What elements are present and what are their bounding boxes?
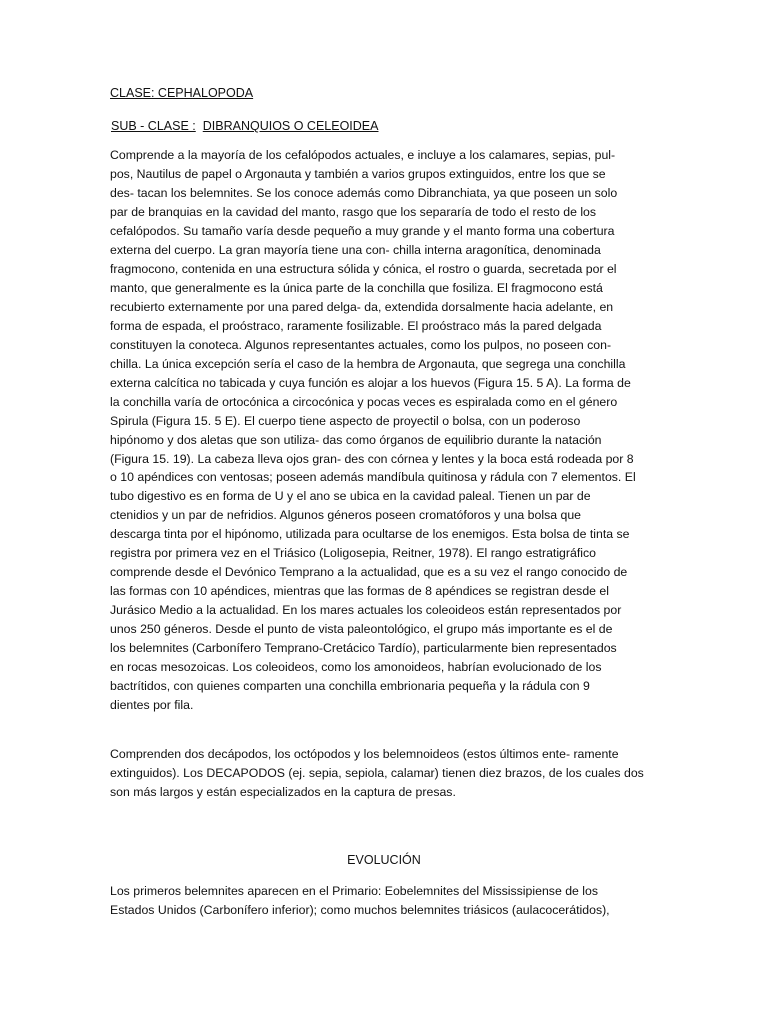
text-line: registra por primera vez en el Triásico (Loligosepia, Reitner, 1978). El rango estratigráfico [110,546,596,561]
text-line: tubo digestivo es en forma de U y el ano se ubica en la cavidad paleal. Tienen un par de [110,489,591,504]
text-line: dientes por fila. [110,698,194,713]
text-line: descarga tinta por el hipónomo, utilizada para ocultarse de los enemigos. Esta bolsa de tinta se [110,527,630,542]
paragraph-evolution [110,882,610,920]
text-line: fragmocono, contenida en una estructura sólida y cónica, el rostro o guarda, secretada por el [110,261,617,276]
text-line: recubierto externamente por una pared delga- da, extendida dorsalmente hacia adelante, en [110,299,614,314]
text-line: Spirula (Figura 15. 5 E). El cuerpo tiene aspecto de proyectil o bolsa, con un poderoso [110,413,581,428]
text-line: par de branquias en la cavidad del manto, rasgo que los separaría de todo el resto de los [110,204,597,219]
text-line: constituyen la conoteca. Algunos representantes actuales, como los pulpos, no poseen con- [110,337,612,352]
text-line: bactrítidos, con quienes comparten una conchilla embrionaria pequeña y la rádula con 9 [110,679,590,694]
text-line: ctenidios y un par de nefridios. Algunos géneros poseen cromatóforos y una bolsa que [110,508,581,523]
subclass-value: DIBRANQUIOS O CELEOIDEA [202,119,379,133]
text-line: externa calcítica no tabicada y cuya función es alojar a los huevos (Figura 15. 5 A). La forma de [110,375,631,390]
text-line: cefalópodos. Su tamaño varía desde pequeño a muy grande y el manto forma una cobertura [110,223,615,238]
text-line: externa del cuerpo. La gran mayoría tiene una con- chilla interna aragonítica, denominada [110,242,601,257]
text-line: manto, que generalmente es la única parte de la conchilla que fosiliza. El fragmocono está [110,280,603,295]
text-line: extinguidos). Los DECAPODOS (ej. sepia, sepiola, calamar) tienen diez brazos, de los cuales dos [110,765,644,780]
text-line: en rocas mesozoicas. Los coleoideos, como los amonoideos, habrían evolucionado de los [110,660,602,675]
text-line: hipónomo y dos aletas que son utiliza- das como órganos de equilibrio durante la natación [110,432,602,447]
text-line: la conchilla varía de ortocónica a circocónica y pocas veces es espiralada como en el género [110,394,618,409]
text-line: comprende desde el Devónico Temprano a la actualidad, que es a su vez el rango conocido de [110,565,628,580]
text-line: pos, Nautilus de papel o Argonauta y también a varios grupos extinguidos, entre los que se [110,166,606,181]
text-line: Comprenden dos decápodos, los octópodos y los belemnoideos (estos últimos ente- ramente [110,747,619,761]
text-line: Jurásico Medio a la actualidad. En los mares actuales los coleoideos están representados por [110,603,622,618]
text-line: las formas con 10 apéndices, mientras que las formas de 8 apéndices se registran desde el [110,584,609,599]
text-line: unos 250 géneros. Desde el punto de vista paleontológico, el grupo más importante es el de [110,622,613,637]
text-line: chilla. La única excepción sería el caso de la hembra de Argonauta, que segrega una conchilla [110,356,626,371]
text-line: son más largos y están especializados en la captura de presas. [110,784,456,799]
subclass-heading [111,117,378,136]
text-line: Estados Unidos (Carbonífero inferior); como muchos belemnites triásicos (aulacocerátidos), [110,902,610,917]
paragraph-groups [110,745,644,802]
text-line: (Figura 15. 19). La cabeza lleva ojos gran- des con córnea y lentes y la boca está rodeada por 8 [110,451,634,466]
text-line: o 10 apéndices con ventosas; poseen además mandíbula quitinosa y rádula con 7 elementos. El [110,470,636,485]
paragraph-intro [110,146,636,715]
section-heading-evolution: EVOLUCIÓN [347,853,421,867]
text-line: Comprende a la mayoría de los cefalópodos actuales, e incluye a los calamares, sepias, pul- [110,148,616,162]
text-line: los belemnites (Carbonífero Temprano-Cretácico Tardío), particularmente bien representados [110,641,617,656]
text-line: Los primeros belemnites aparecen en el Primario: Eobelemnites del Mississipiense de los [110,884,599,898]
text-line: des- tacan los belemnites. Se los conoce además como Dibranchiata, ya que poseen un solo [110,185,618,200]
text-line: forma de espada, el proóstraco, raramente fosilizable. El proóstraco más la pared delgada [110,318,602,333]
subclass-label: SUB - CLASE : [111,119,196,133]
class-heading: CLASE: CEPHALOPODA [110,86,254,100]
